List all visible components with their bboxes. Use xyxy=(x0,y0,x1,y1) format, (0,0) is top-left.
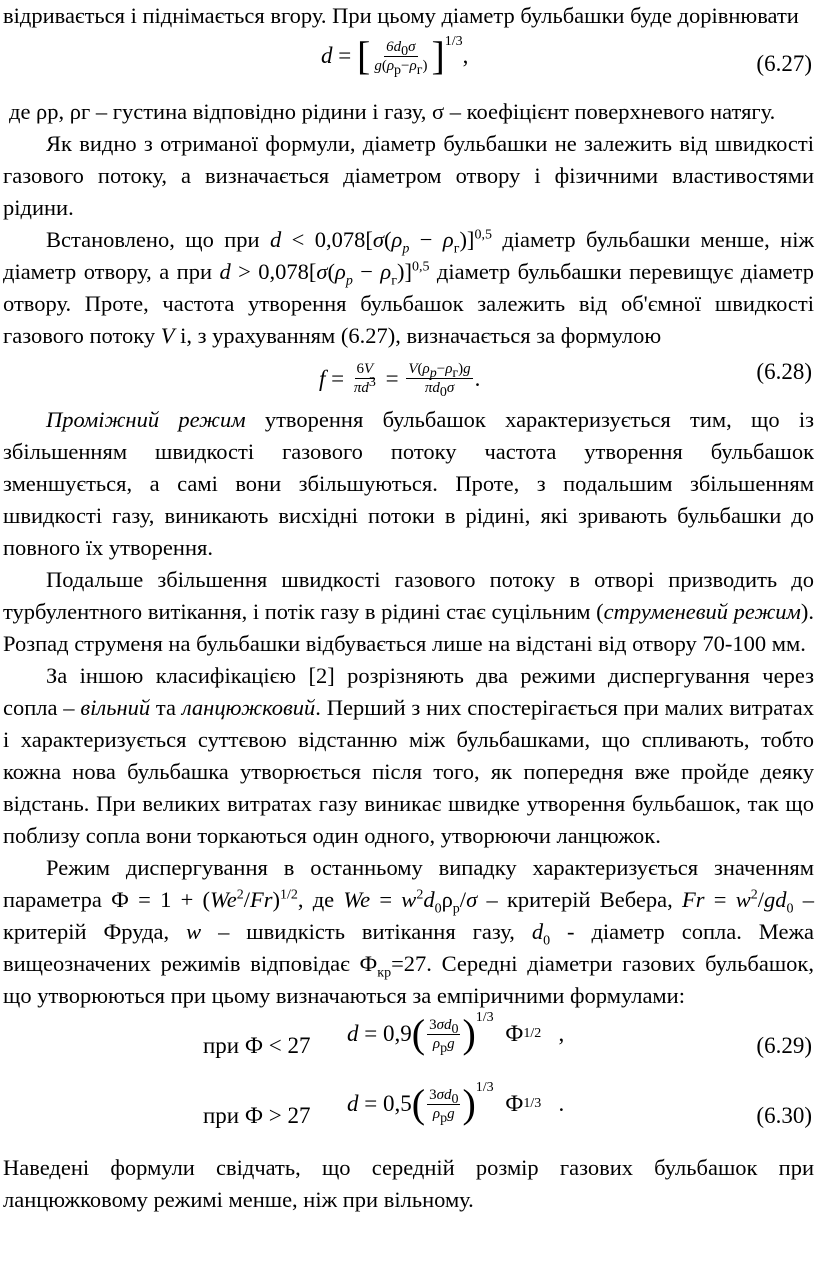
equation-6-30 xyxy=(3,1082,814,1152)
paragraph-7 xyxy=(3,660,814,852)
equation-6-27 xyxy=(3,32,814,96)
p8-text-a: Режим диспергування в останньому випадку характеризується значенням параметра xyxy=(3,855,814,912)
p7-italic-free: вільний xyxy=(80,695,151,720)
equation-body: f = $\frac{6V}{\pi d^3}$ = $\frac{V(\rho_p-\rho_г)g}{\pi d_0\sigma}$ . xyxy=(319,361,481,400)
paragraph-4: Встановлено, що при $d < 0,078[\sigma(\rho_p - \rho_г)]^{0,5}$ діаметр бульбашки менше, ніж діаметр отвору, а при $d > 0,078[\sigma(\rho_p - \rho_г)]^{0,5}$ діаметр бульбашки перевищує діаметр отвору. Проте, частота утворення бульбашок залежить від об'ємної швидкості газового потоку V і, з урахуванням (6.27), визначається за формулою xyxy=(3,227,815,348)
equation-number: (6.29) xyxy=(756,1033,812,1058)
p6-text-a: Подальше збільшення швидкості газового потоку в отворі призводить до турбулентного витікання, і потік газу в рідині стає суцільним ( xyxy=(3,567,814,624)
paragraph-1: відривається і піднімається вгору. При цьому діаметр бульбашки буде дорівнювати xyxy=(3,3,799,28)
p7-text-a: За іншою класифікацією [2] розрізняють два режими диспергування через сопла – xyxy=(3,663,814,720)
p6-italic-term: струменевий режим xyxy=(603,599,801,624)
p7-text-c: . Перший з них спостерігається при малих витратах і характеризується суттєвою відстанню між бульбашками, що спливають, тобто кожна нова бульбашка утворюється після того, як попередня вже пройде деяку відстань. При великих витратах газу виникає швидке утворення бульбашок, так що поблизу сопла вони торкаються один одного, утворюючи ланцюжок. xyxy=(3,695,815,848)
equation-body: d = 0,9 ( $\frac{3\sigma d_0}{\rho_рg}$ ) $^{1/3}$ Ф 1/2 , xyxy=(347,1010,565,1056)
paragraph-6 xyxy=(3,564,814,660)
equation-number: (6.30) xyxy=(756,1103,812,1128)
p4-text-c: діаметр бульбашки перевищує діаметр отвору. Проте, частота утворення бульбашок залежить від об'ємної швидкості газового потоку xyxy=(3,259,815,348)
equation-body: d = 0,5 ( $\frac{3\sigma d_0}{\rho_рg}$ ) $^{1/3}$ Ф 1/3 . xyxy=(347,1080,565,1126)
paragraph-5 xyxy=(3,404,814,564)
equation-6-28 xyxy=(3,352,814,418)
p8-text-c: – критерій Вебера, xyxy=(486,887,673,912)
equation-number: (6.28) xyxy=(756,359,812,384)
p5-italic-term: Проміжний режим xyxy=(46,407,246,432)
equation-number: (6.27) xyxy=(756,51,812,76)
p8-text-d: – критерій Фруда, xyxy=(3,887,815,944)
equation-condition: при Ф < 27 xyxy=(203,1033,311,1058)
paragraph-8: Режим диспергування в останньому випадку характеризується значенням параметра $Ф = 1 + (We^2/Fr)^{1/2}$, де $We = w^2d_0\rho_р/\sigma$ – критерій Вебера, $Fr = w^2/gd_0$ – критерій Фруда, w – швидкість витікання газу, $d_0$ - діаметр сопла. Межа вищеозначених режимів відповідає $Ф_{кр}=27$. Середні діаметри газових бульбашок, що утворюються при цьому визначаються за емпіричними формулами: xyxy=(3,855,815,1008)
p6-text-b: ). Розпад струменя на бульбашки відбувається лише на відстані від отвору 70-100 мм. xyxy=(3,599,814,656)
equation-6-29 xyxy=(3,1012,814,1082)
paragraph-9: Наведені формули свідчать, що середній розмір газових бульбашок при ланцюжковому режимі менше, ніж при вільному. xyxy=(3,1155,814,1212)
p8-text-e: – швидкість витікання газу, xyxy=(218,919,515,944)
paragraph-3: Як видно з отриманої формули, діаметр бульбашки не залежить від швидкості газового потоку, а визначається діаметром отвору і фізичними властивостями рідини. xyxy=(3,131,814,220)
p4-text-d: і, з урахуванням (6.27), визначається за формулою xyxy=(180,323,662,348)
p5-text: утворення бульбашок характеризується тим, що із збільшенням швидкості газового потоку частота утворення бульбашок зменшується, а самі вони збільшуються. Проте, з подальшим збільшенням швидкості газу, виникають висхідні потоки в рідині, які зривають бульбашки до повного їх утворення. xyxy=(3,407,815,560)
p8-sub: кр xyxy=(377,965,392,981)
p4-text-a: Встановлено, що при xyxy=(46,227,260,252)
p4-text-b: діаметр бульбашки менше, ніж діаметр отвору, а при xyxy=(3,227,814,284)
p7-text-b: та xyxy=(155,695,177,720)
p8-text-b: , де xyxy=(297,887,335,912)
p8-text-f: - діаметр сопла. Межа вищеозначених режимів відповідає Ф xyxy=(3,919,814,976)
equation-body: d = [ $\frac{6d_0\sigma}{g(\rho_р-\rho_г)}$ ] $^{1/3}$ , xyxy=(321,33,469,78)
equation-condition: при Ф > 27 xyxy=(203,1103,311,1128)
p8-text-g: =27. Середні діаметри газових бульбашок, що утворюються при цьому визначаються за емпіричними формулами: xyxy=(3,951,814,1008)
p7-italic-chain: ланцюжковий xyxy=(181,695,316,720)
paragraph-2: де ρр, ρг – густина відповідно рідини і газу, σ – коефіцієнт поверхневого натягу. xyxy=(9,99,776,124)
